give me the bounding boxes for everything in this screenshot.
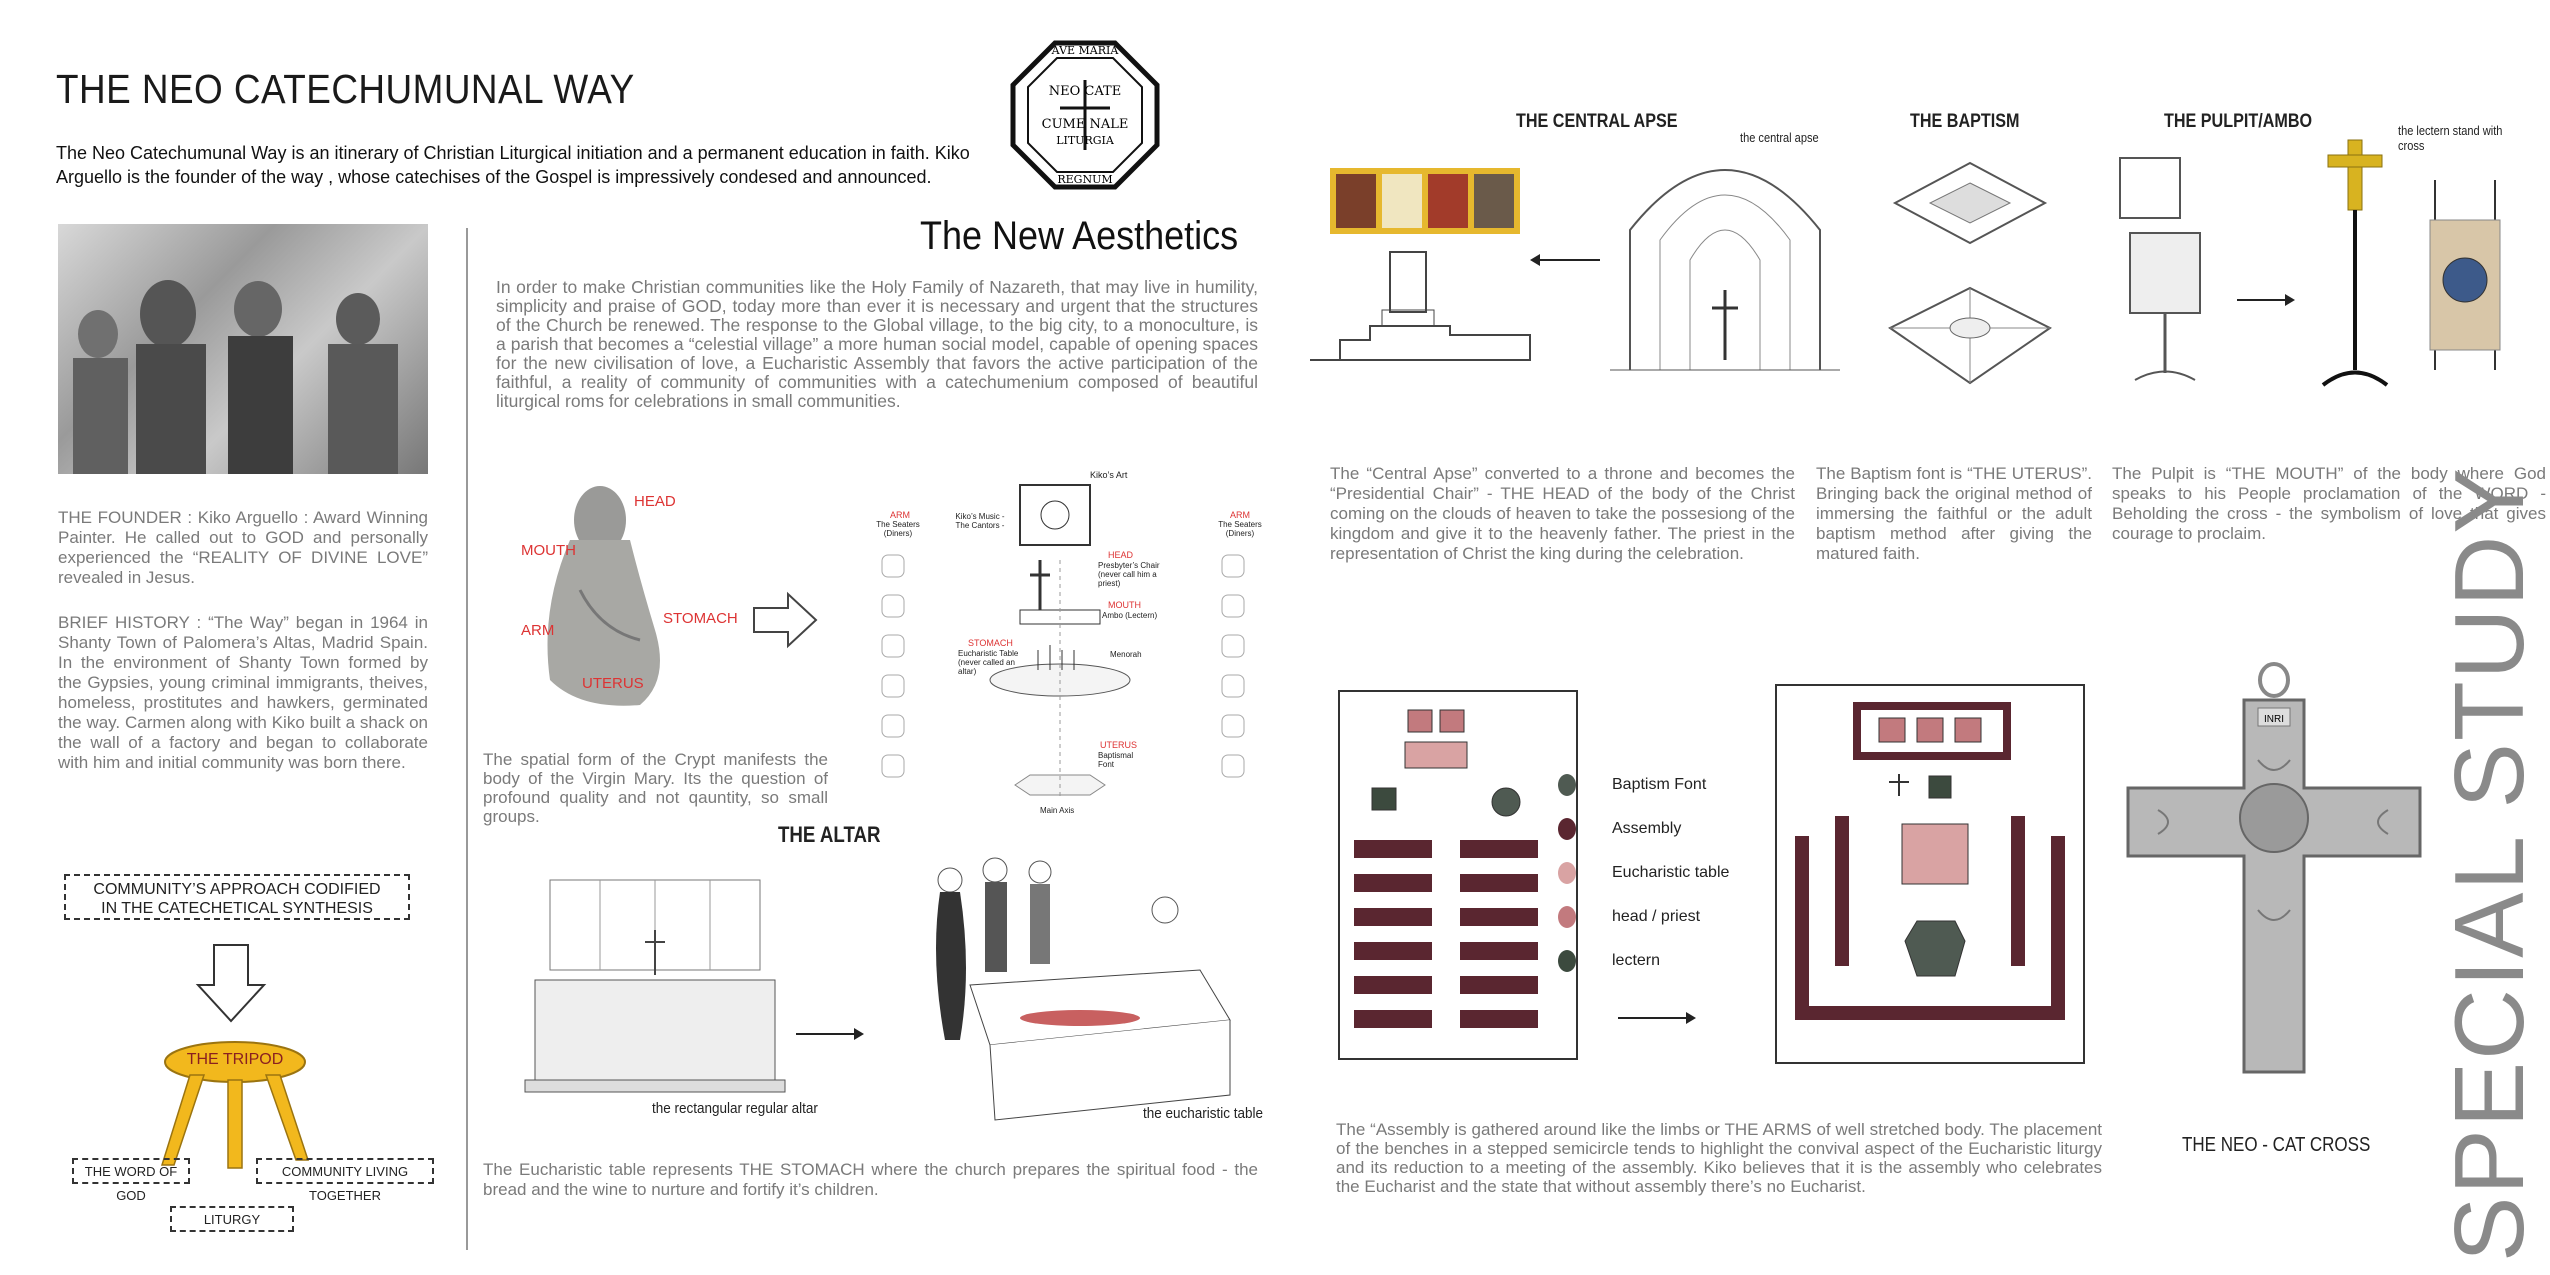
- eucharistic-table-label: the eucharistic table: [1143, 1105, 1264, 1122]
- legend-item-assembly: [1558, 818, 1681, 840]
- word-of-god-box: THE WORD OF GOD: [72, 1158, 190, 1184]
- legend-label: Baptism Font: [1612, 776, 1707, 793]
- legend-label: head / priest: [1612, 908, 1701, 925]
- pulpit-title: THE PULPIT/AMBO: [2164, 111, 2313, 132]
- liturgy-box: LITURGY: [170, 1206, 294, 1232]
- assembly-caption: The “Assembly is gathered around like the limbs or THE ARMS of well stretched body. The placement of the benches in a stepped semicircle tends to highlight the convival aspect of the Eucharistic liturgy and its reduction to a meeting of the assembly. Kiko believes that it is the assembly who celebrates the Eucharist and the state that without assembly there’s no Eucharist.: [1336, 1120, 2102, 1196]
- plan-label-main-axis: Main Axis: [1040, 806, 1075, 815]
- crypt-caption: The spatial form of the Crypt manifests the body of the Virgin Mary. Its the question of profound quality and not qauntity, so small groups.: [483, 750, 828, 826]
- legend-item-baptism-font: [1558, 774, 1706, 796]
- plan-label-mouth: MOUTH: [1108, 600, 1141, 610]
- intro-paragraph: The Neo Catechumunal Way is an itinerary of Christian Liturgical initiation and a permanent education in faith. Kiko Arguello is the founder of the way , whose catechises of the Gospel is impressively condesed and announced.: [56, 143, 970, 187]
- pulpit-arrow-icon: [2235, 290, 2295, 315]
- legend-swatch: [1558, 950, 1576, 972]
- apse-sketch-label: the central apse: [1740, 130, 1819, 145]
- legend-item-lectern: [1558, 950, 1660, 972]
- crypt-label-stomach: STOMACH: [663, 610, 738, 627]
- altar-arrow-icon: [794, 1024, 864, 1049]
- down-arrow-icon: [196, 943, 266, 1028]
- baptism-title: THE BAPTISM: [1910, 111, 2020, 132]
- apse-painting-strip: [1330, 168, 1520, 234]
- plan-label-arm-right: ARM: [1230, 510, 1250, 520]
- central-apse-sketch: [1610, 130, 1840, 380]
- seal-text-bottom: REGNUM: [1057, 173, 1113, 186]
- plan-label-head: HEAD: [1108, 550, 1134, 560]
- legend-swatch: [1558, 818, 1576, 840]
- crypt-label-mouth: MOUTH: [521, 542, 576, 559]
- legend-label: Eucharistic table: [1612, 864, 1730, 881]
- aesthetics-paragraph: In order to make Christian communities like the Holy Family of Nazareth, that may live in humility, simplicity and praise of GOD, today more than ever it is necessary and urgent that the structures of the Church be renewed. The response to the Global village, to the big city, to a monoculture, is a parish that becomes a “celestial village” a more human social model, capable of opening spaces for the new civilisation of love, a Eucharistic Assembly that favors the active participation of the faithful, a reality of community of communities with a catechumenium composed of beautiful liturgical roms for celebrations in small communities.: [496, 277, 1258, 411]
- plan-label-uterus: UTERUS: [1100, 740, 1138, 750]
- pulpit-caption: The Pulpit is “THE MOUTH” of the body where God speaks to his People proclamation of the WORD - Beholding the cross - the symbolism of love that gives courage to proclaim.: [2112, 464, 2546, 543]
- history-text: BRIEF HISTORY : “The Way” began in 1964 in Shanty Town of Palomera’s Altas, Madrid Spain. In the environment of Shanty Town formed by the Gypsies, young criminal immigrants, theives, homeless, prostitutes and hawkers, germinated the way. Carmen along with Kiko built a shack on the wall of a factory and began to collaborate with him and initial community was born there.: [58, 613, 428, 772]
- legend-label: Assembly: [1612, 820, 1682, 837]
- assembly-arrow-icon: [1616, 1008, 1696, 1033]
- legend-item-head-priest: [1558, 906, 1700, 928]
- plan-label-seaters-left: The Seaters (Diners): [876, 520, 920, 538]
- pulpit-sketch-label: the lectern stand with cross: [2398, 123, 2503, 153]
- tripod-stool: [160, 1040, 310, 1175]
- altar-title: THE ALTAR: [778, 822, 881, 847]
- legend-item-eucharistic-table: [1558, 862, 1729, 884]
- plan-label-stomach: STOMACH: [968, 638, 1013, 648]
- column-divider: [466, 228, 468, 1250]
- legend-label: lectern: [1612, 952, 1661, 969]
- right-arrow-icon: [752, 592, 818, 653]
- plan-seats-right: [1220, 555, 1250, 810]
- plan-label-music: Kiko’s Music - The Cantors -: [955, 512, 1005, 530]
- apse-caption: The “Central Apse” converted to a throne and becomes the “Presidential Chair” - THE HEAD of the body of the Christ coming on the clouds of heaven to take the possesiong of the kingdom and give it to the heavenly father. The priest in the representation of Christ the king during the celebration.: [1330, 464, 1795, 563]
- assembly-plan-after: [1775, 684, 2085, 1064]
- founder-text: THE FOUNDER : Kiko Arguello : Award Winning Painter. He called out to GOD and personally experienced the “REALITY OF DIVINE LOVE” revealed in Jesus.: [58, 508, 428, 587]
- baptism-caption: The Baptism font is “THE UTERUS”. Bringing back the original method of immersing the faithful or the adult baptism method after giving the matured faith.: [1816, 464, 2092, 563]
- seal-text-top: AVE MARIA: [1051, 44, 1119, 57]
- assembly-plan-before: [1338, 690, 1578, 1060]
- aesthetics-title: The New Aesthetics: [920, 214, 1239, 258]
- rectangular-altar-sketch: [520, 870, 800, 1120]
- throne-sketch: [1300, 240, 1540, 370]
- apse-title: THE CENTRAL APSE: [1516, 111, 1678, 132]
- approach-box: [64, 874, 410, 920]
- plan-label-stomach-sub: Eucharistic Table (never called an altar): [958, 649, 1019, 676]
- cross-plaque-text: INRI: [2264, 714, 2284, 725]
- plan-label-mouth-sub: Ambo (Lectern): [1102, 611, 1158, 620]
- rectangular-altar-label: the rectangular regular altar: [652, 1100, 818, 1117]
- neo-cat-cross-image: [2118, 660, 2430, 1080]
- legend-swatch: [1558, 774, 1576, 796]
- founder-photo: [58, 224, 428, 474]
- legend-swatch: [1558, 906, 1576, 928]
- tripod-label: THE TRIPOD: [186, 1051, 284, 1068]
- legend-swatch: [1558, 862, 1576, 884]
- crypt-label-head: HEAD: [634, 493, 676, 510]
- page-title: THE NEO CATECHUMUNAL WAY: [56, 66, 635, 112]
- seal-text-2: CUME NALE: [1041, 117, 1129, 132]
- lectern-cross-image: [2298, 130, 2418, 390]
- crypt-label-uterus: UTERUS: [582, 675, 644, 692]
- crypt-label-arm: ARM: [521, 622, 555, 639]
- seal-text-1: NEO CATE: [1048, 84, 1122, 99]
- seal-text-3: LITURGIA: [1056, 134, 1114, 147]
- eucharistic-table-sketch: [900, 840, 1240, 1130]
- special-study-title: SPECIAL STUDY: [2434, 466, 2544, 1262]
- lectern-banner-image: [2420, 180, 2510, 380]
- altar-caption: The Eucharistic table represents THE STOMACH where the church prepares the spiritual food - the bread and the wine to nurture and fortify it’s children.: [483, 1160, 1258, 1199]
- baptism-font-sketch: [1880, 158, 2060, 398]
- apse-arrow-icon: [1530, 250, 1600, 275]
- neocatechumenal-seal-logo: [1010, 40, 1160, 190]
- cross-label: THE NEO - CAT CROSS: [2182, 1134, 2371, 1156]
- community-box: COMMUNITY LIVING TOGETHER: [256, 1158, 434, 1184]
- plan-label-menorah: Menorah: [1110, 650, 1142, 659]
- plan-label-uterus-sub: Baptismal Font: [1098, 751, 1134, 769]
- liturgical-plan-diagram: [870, 470, 1290, 820]
- plan-label-seaters-right: The Seaters (Diners): [1218, 520, 1262, 538]
- plan-label-kikos-art: Kiko’s Art: [1090, 470, 1128, 480]
- plan-seats-left: [880, 555, 910, 810]
- pulpit-sketch: [2100, 148, 2240, 388]
- plan-label-arm-left: ARM: [890, 510, 910, 520]
- approach-line-2: IN THE CATECHETICAL SYNTHESIS: [101, 900, 373, 917]
- approach-line-1: COMMUNITY’S APPROACH CODIFIED: [93, 881, 381, 898]
- plan-label-head-sub: Presbyter’s Chair (never call him a priest): [1098, 561, 1160, 588]
